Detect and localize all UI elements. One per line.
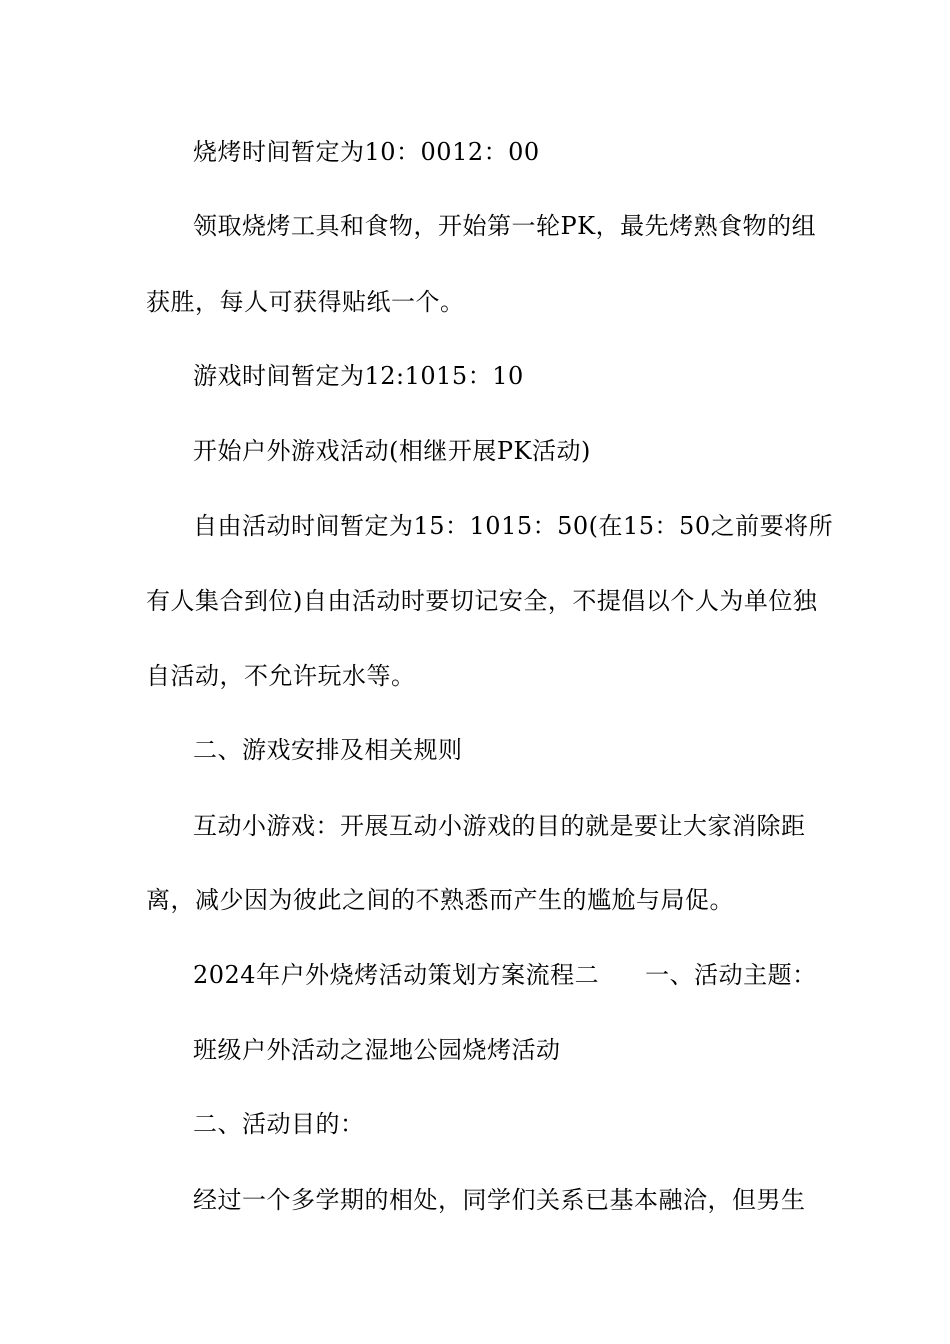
- paragraph-line: 开始户外游戏活动(相继开展PK活动): [193, 437, 591, 465]
- paragraph-line: 班级户外活动之湿地公园烧烤活动: [193, 1036, 561, 1064]
- paragraph-line: 自活动，不允许玩水等。: [146, 662, 416, 690]
- paragraph-line: 离，减少因为彼此之间的不熟悉而产生的尴尬与局促。: [146, 886, 734, 914]
- document-title-line: [193, 960, 817, 990]
- paragraph-line: 烧烤时间暂定为10：0012：00: [193, 138, 540, 166]
- paragraph-line: 经过一个多学期的相处，同学们关系已基本融洽，但男生: [193, 1186, 806, 1214]
- section-heading: 二、游戏安排及相关规则: [193, 736, 463, 764]
- paragraph-line: 游戏时间暂定为12:1015：10: [193, 362, 524, 390]
- section-heading: 二、活动目的：: [193, 1110, 365, 1138]
- paragraph-line: 领取烧烤工具和食物，开始第一轮PK，最先烤熟食物的组: [193, 212, 817, 240]
- section-heading: 一、活动主题：: [645, 961, 817, 989]
- paragraph-line: 互动小游戏：开展互动小游戏的目的就是要让大家消除距: [193, 812, 806, 840]
- paragraph-line: 自由活动时间暂定为15：1015：50(在15：50之前要将所: [193, 512, 834, 540]
- paragraph-line: 有人集合到位)自由活动时要切记安全，不提倡以个人为单位独: [146, 587, 818, 615]
- document-title: 2024年户外烧烤活动策划方案流程二: [193, 961, 600, 989]
- paragraph-line: 获胜，每人可获得贴纸一个。: [146, 288, 465, 316]
